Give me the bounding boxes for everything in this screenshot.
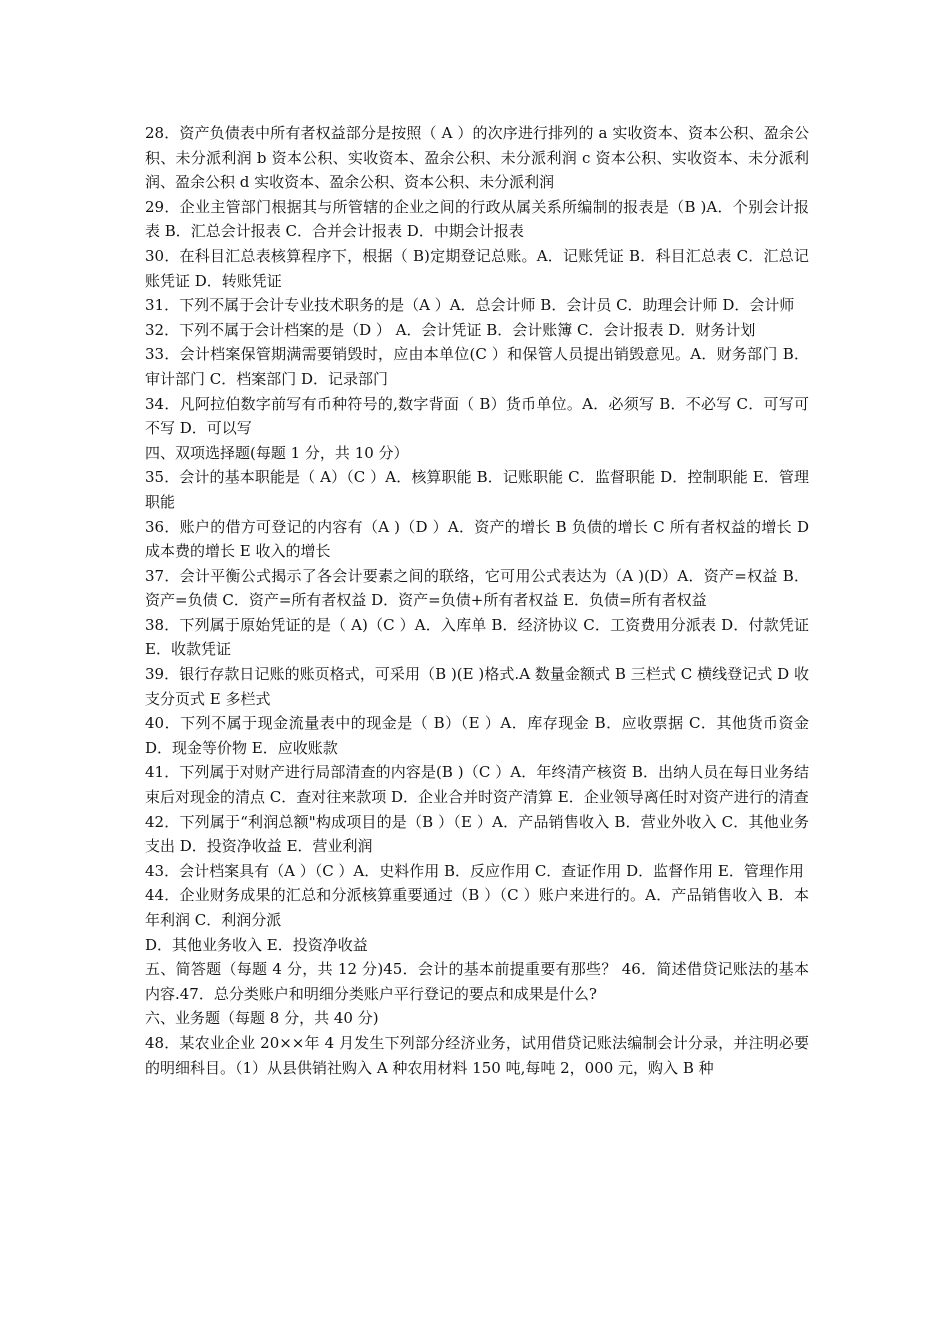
question-43: 43．会计档案具有（A ）（C ）A．史料作用 B．反应作用 C．查证作用 D．监督作用 E．管理作用: [145, 861, 804, 880]
question-44: 44．企业财务成果的汇总和分派核算重要通过（B ）（C ）账户来进行的。A．产品销售收入 B．本年利润 C．利润分派: [145, 886, 809, 929]
question-42: 42．下列属于“利润总额"构成项目的是（B ）（E ）A．产品销售收入 B．营业外收入 C．其他业务支出 D．投资净收益 E．营业利润: [145, 812, 809, 856]
question-44-options: D．其他业务收入 E．投资净收益: [145, 935, 368, 954]
question-36: 36．账户的借方可登记的内容有（A )（D ）A．资产的增长 B 负债的增长 C 所有者权益的增长 D 成本费的增长 E 收入的增长: [145, 517, 809, 561]
section-heading-6: 六、业务题（每题 8 分，共 40 分): [145, 1009, 379, 1028]
question-32: 32．下列不属于会计档案的是（D ） A．会计凭证 B．会计账簿 C．会计报表 D．财务计划: [145, 320, 756, 339]
question-29: 29．企业主管部门根据其与所管辖的企业之间的行政从属关系所编制的报表是（B )A．个别会计报表 B．汇总会计报表 C．合并会计报表 D．中期会计报表: [145, 197, 809, 241]
section-heading-5: 五、简答题（每题 4 分，共 12 分)45．会计的基本前提重要有那些？ 46．简述借贷记账法的基本内容.47．总分类账户和明细分类账户平行登记的要点和成果是什么?: [145, 960, 809, 1003]
question-35: 35．会计的基本职能是（ A）（C ）A．核算职能 B．记账职能 C．监督职能 D．控制职能 E．管理职能: [145, 468, 809, 511]
question-38: 38．下列属于原始凭证的是（ A)（C ）A．入库单 B．经济协议 C．工资费用分派表 D．付款凭证 E．收款凭证: [145, 615, 809, 659]
document-body: [145, 121, 809, 1080]
question-48: 48．某农业企业 20××年 4 月发生下列部分经济业务，试用借贷记账法编制会计分录，并注明必要的明细科目。（1）从县供销社购入 A 种农用材料 150 吨,每吨 2，000 元，购入 B 种: [145, 1033, 809, 1077]
question-28: 28．资产负债表中所有者权益部分是按照（ A ）的次序进行排列的 a 实收资本、资本公积、盈余公积、未分派利润 b 资本公积、实收资本、盈余公积、未分派利润 c 资本公积、实收资本、未分派利润、盈余公积 d 实收资本、盈余公积、资本公积、未分派利润: [145, 124, 809, 192]
question-37: 37．会计平衡公式揭示了各会计要素之间的联络，它可用公式表达为（A )(D）A．资产=权益 B．资产=负债 C．资产=所有者权益 D．资产=负债+所有者权益 E．负债=所有者权益: [145, 566, 809, 610]
question-30: 30．在科目汇总表核算程序下，根据（ B)定期登记总账。A．记账凭证 B．科目汇总表 C．汇总记账凭证 D．转账凭证: [145, 246, 809, 290]
section-heading-4: 四、双项选择题(每题 1 分，共 10 分）: [145, 443, 409, 462]
question-40: 40．下列不属于现金流量表中的现金是（ B）（E ）A．库存现金 B．应收票据 C．其他货币资金 D．现金等价物 E．应收账款: [145, 714, 809, 757]
question-39: 39．银行存款日记账的账页格式，可采用（B )(E )格式.A 数量金额式 B 三栏式 C 横线登记式 D 收支分页式 E 多栏式: [145, 665, 809, 708]
question-33: 33．会计档案保管期满需要销毁时，应由本单位(C ）和保管人员提出销毁意见。A．财务部门 B．审计部门 C．档案部门 D．记录部门: [145, 345, 809, 388]
question-41: 41．下列属于对财产进行局部清查的内容是(B )（C ）A．年终清产核资 B．出纳人员在每日业务结束后对现金的清点 C．查对往来款项 D．企业合并时资产清算 E．企业领导离任时对资产进行的清查: [145, 763, 809, 807]
question-34: 34．凡阿拉伯数字前写有币种符号的,数字背面（ B）货币单位。A．必须写 B．不必写 C．可写可不写 D．可以写: [145, 394, 809, 438]
question-31: 31．下列不属于会计专业技术职务的是（A ）A．总会计师 B．会计员 C．助理会计师 D．会计师: [145, 296, 795, 315]
